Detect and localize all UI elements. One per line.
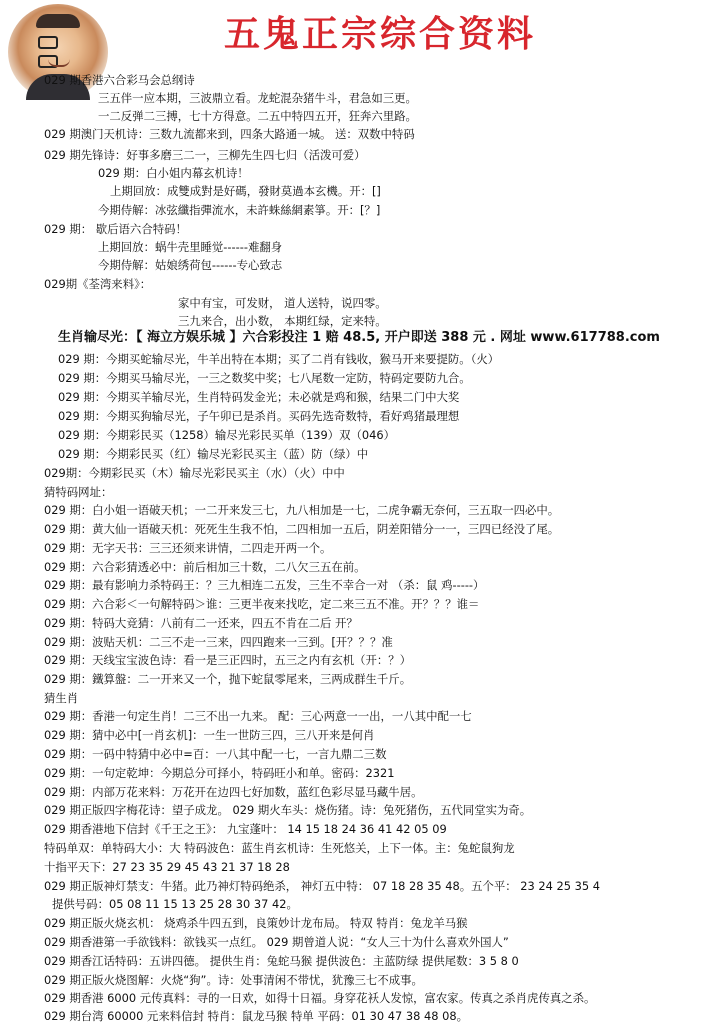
text-line: 029 期正版四字梅花诗：望子成龙。 029 期火车头：烧伤猪。诗：兔死猪伤，五代同堂实为奇。	[44, 803, 532, 817]
text-line: 029 期香港地下信封《千王之王》： 九宝蓬叶： 14 15 18 24 36 41 42 05 09	[44, 822, 447, 836]
text-line: 029 期：今期买羊输尽光，生肖特码发金光；未必就是鸡和猴，结果二门中大奖	[58, 390, 460, 404]
portrait-mouth	[48, 59, 70, 67]
text-line: 029 期正版神灯禁支：牛猪。此乃神灯特码绝杀， 神灯五中特： 07 18 28 35 48。五个平： 23 24 25 35 4	[44, 879, 600, 893]
text-line: 029 期：猜中必中[一肖玄机]：一生一世防三四，三八开来是何肖	[44, 728, 375, 742]
text-line: 029 期：最有影响力杀特码王：？三九相连二五发，三生不幸合一对 （杀：鼠 鸡-----）	[44, 578, 485, 592]
text-line: 提供号码：05 08 11 15 13 25 28 30 37 42。	[52, 897, 298, 911]
text-line: 029 期：鐵算盤：二一开来又一个，抛下蛇鼠零尾来，三两成群生千斤。	[44, 672, 412, 686]
text-line: 029 期：白小姐一语破天机；一二开来发三七，九八相加是一七，二虎争霸无奈何，三五取一四必中。	[44, 503, 560, 517]
text-line: 029 期：黄大仙一语破天机：死死生生我不怕，二四相加一五后，阴差阳错分一一，三四已经没了尾。	[44, 522, 560, 536]
text-line: 猜特码网址：	[44, 485, 113, 499]
text-line: 029 期：六合彩＜一句解特码＞谁：三更半夜来找吃，定二来三五不准。开？？？谁＝	[44, 597, 480, 611]
text-line: 029 期台湾 60000 元来料信封 特肖：鼠龙马猴 特单 平码：01 30 47 38 48 08。	[44, 1009, 468, 1023]
text-line: 029 期：内部万花来料：万花开在边四七好加数，蓝红色彩尽显马藏牛居。	[44, 785, 423, 799]
text-line: 029 期香港 6000 元传真料：寻的一日欢，如得十日福。身穿花袄人发惊，富农家。传真之杀肖虎传真之杀。	[44, 991, 596, 1005]
text-line: 猜生肖	[44, 691, 79, 705]
text-line: 029 期：今期买马输尽光，一三之数奖中奖；七八尾数一定防，特码定要防九合。	[58, 371, 471, 385]
text-line: 029 期：天线宝宝波色诗：看一是三正四时，五三之内有玄机（开：？）	[44, 653, 412, 667]
text-line: 029 期香港六合彩马会总纲诗	[44, 73, 195, 87]
text-line: 家中有宝，可发财， 道人送特，说四零。	[178, 296, 387, 310]
text-line: 029 期：白小姐内幕玄机诗！	[98, 166, 249, 180]
page-title: 五鬼正宗综合资料	[223, 13, 536, 55]
text-line: 029 期香江话特码：五讲四德。 提供生肖：兔蛇马猴 提供波色：主蓝防绿 提供尾数：3 5 8 0	[44, 954, 519, 968]
text-line: 029 期先锋诗：好事多磨三二一，三柳先生四七归（活泼可爱）	[44, 148, 366, 162]
text-line: 特码单双：单特码大小：大 特码波色：蓝生肖玄机诗：生死悠关，上下一体。主：兔蛇鼠狗龙	[44, 841, 515, 855]
text-line: 十指平天下：27 23 35 29 45 43 21 37 18 28	[44, 860, 290, 874]
text-line: 029期《荃湾来料》：	[44, 277, 152, 291]
text-line: 029 期澳门天机诗：三数九流都来到，四条大路通一城。 送：双数中特码	[44, 127, 415, 141]
text-line: 三五伴一应本期，三波鼎立看。龙蛇混杂猪牛斗，君急如三更。	[98, 91, 417, 105]
text-line: 029 期：一句定乾坤：今期总分可择小，特码旺小和单。密码：2321	[44, 766, 395, 780]
text-line: 029 期：香港一句定生肖！二三不出一九来。 配：三心两意一一出，一八其中配一七	[44, 709, 472, 723]
text-line: 029 期：六合彩猜透必中：前后相加三十数，二八欠三五在前。	[44, 560, 366, 574]
text-line: 029 期：波贴天机：二三不走一三来，四四跑来一三到。[开？？？准	[44, 635, 393, 649]
text-line: 029期：今期彩民买（木）输尽光彩民买主（水）（火）中中	[44, 466, 345, 480]
text-line: 上期回放：成雙成對是好碼，發財莫過本玄機。开：[]	[110, 184, 381, 198]
text-line: 029 期：今期买狗输尽光，子午卯已是杀肖。买码先选奇数特，看好鸡猪最理想	[58, 409, 460, 423]
text-line: 今期侍解：冰弦纖指彈流水，未許蛛絲網素箏。开：[？]	[98, 203, 381, 217]
ad-banner[interactable]: 生肖输尽光：【 海立方娱乐城 】六合彩投注 1 赔 48.5, 开户即送 388 元 . 网址 www.617788.com	[58, 330, 660, 345]
text-line: 三九来合，出小数， 本期红绿，定来特。	[178, 314, 387, 328]
text-line: 今期侍解：姑娘绣荷包------专心致志	[98, 258, 283, 272]
text-line: 029 期正版火烧图解：火烧“狗”。诗：处事清闲不带忧，犹豫三七不成事。	[44, 973, 423, 987]
text-line: 029 期：今期彩民买（红）输尽光彩民买主（蓝）防（绿）中	[58, 447, 369, 461]
text-line: 029 期：无字天书：三三还须来讲情，二四走开两一个。	[44, 541, 332, 555]
text-line: 029 期：今期买蛇输尽光，牛羊出特在本期；买了二肖有钱收，猴马开来要提防。（火）	[58, 352, 500, 366]
text-line: 029 期：一码中特猜中必中=百：一八其中配一七，一言九鼎二三数	[44, 747, 387, 761]
text-line: 029 期： 歇后语六合特码！	[44, 222, 187, 236]
text-line: 029 期正版火烧玄机： 烧鸡杀牛四五到，良策妙计龙布局。 特双 特肖：兔龙羊马猴	[44, 916, 468, 930]
text-line: 029 期：今期彩民买（1258）输尽光彩民买单（139）双（046）	[58, 428, 396, 442]
text-line: 上期回放：蜗牛壳里睡觉------难翻身	[98, 240, 283, 254]
text-line: 029 期：特码大竞猜：八前有二一还来，四五不肯在二后 开？	[44, 616, 358, 630]
text-line: 029 期香港第一手欲钱料：欲钱买一点红。 029 期曾道人说：“女人三十为什么喜欢外国人”	[44, 935, 509, 949]
text-line: 一二反弹二三搏，七十方得意。二五中特四五开，狂奔六里路。	[98, 109, 417, 123]
